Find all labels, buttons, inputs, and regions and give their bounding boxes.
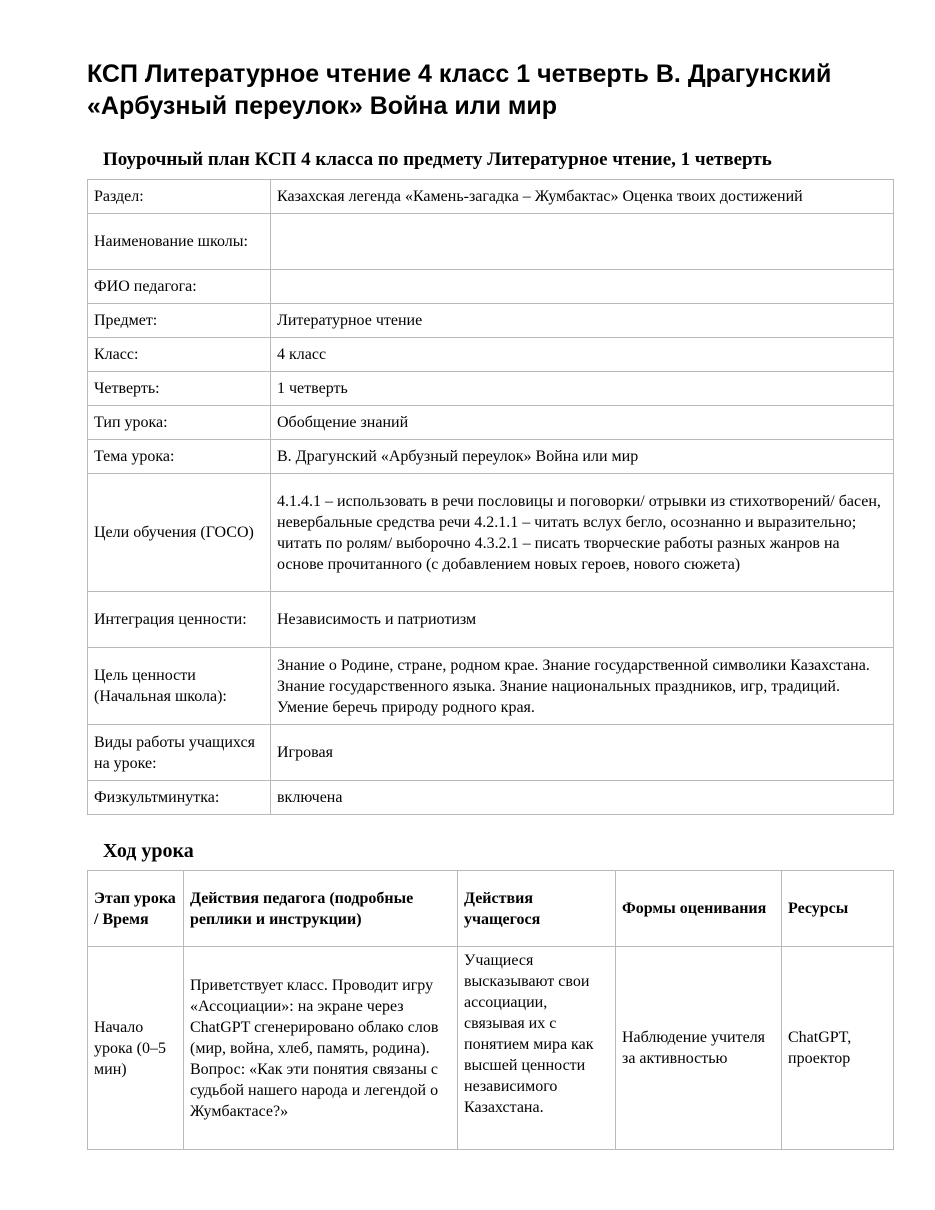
info-label: ФИО педагога: — [88, 270, 271, 304]
teacher-actions-cell: Приветствует класс. Проводит игру «Ассоциации»: на экране через ChatGPT сгенерировано облако слов (мир, война, хлеб, память, родина). Вопрос: «Как эти понятия связаны с судьбой нашего народа и легендой о Жумбактасе?» — [184, 947, 458, 1150]
info-label: Наименование школы: — [88, 214, 271, 270]
column-header-resources: Ресурсы — [782, 871, 894, 947]
column-header-stage: Этап урока / Время — [88, 871, 184, 947]
info-value: 4.1.4.1 – использовать в речи пословицы и поговорки/ отрывки из стихотворений/ басен, невербальные средства речи 4.2.1.1 – читать вслух бегло, осознанно и выразительно; читать по ролям/ выборочно 4.3.2.1 – писать творческие работы разных жанров на основе прочитанного (с добавлением новых героев, нового сюжета) — [271, 474, 894, 592]
info-row-teacher — [88, 270, 894, 304]
info-label: Предмет: — [88, 304, 271, 338]
lesson-flow-table — [87, 870, 894, 1150]
info-label: Раздел: — [88, 180, 271, 214]
info-value: Обобщение знаний — [271, 406, 894, 440]
info-value — [271, 214, 894, 270]
resources-cell: ChatGPT, проектор — [782, 947, 894, 1150]
info-row-quarter — [88, 372, 894, 406]
info-value: Игровая — [271, 725, 894, 781]
info-row-physical-break — [88, 781, 894, 815]
info-value: Литературное чтение — [271, 304, 894, 338]
column-header-assessment: Формы оценивания — [616, 871, 782, 947]
table-row — [88, 947, 894, 1150]
info-value: Казахская легенда «Камень-загадка – Жумбактас» Оценка твоих достижений — [271, 180, 894, 214]
student-actions-cell: Учащиеся высказывают свои ассоциации, связывая их с понятием мира как высшей ценности независимого Казахстана. — [458, 947, 616, 1150]
info-value: В. Драгунский «Арбузный переулок» Война или мир — [271, 440, 894, 474]
info-value: 1 четверть — [271, 372, 894, 406]
info-row-value-goal — [88, 648, 894, 725]
info-label: Тип урока: — [88, 406, 271, 440]
column-header-student-actions: Действия учащегося — [458, 871, 616, 947]
info-row-subject — [88, 304, 894, 338]
lesson-heading: Ход урока — [103, 840, 194, 862]
info-label: Физкультминутка: — [88, 781, 271, 815]
document-title: КСП Литературное чтение 4 класс 1 четверть В. Драгунский «Арбузный переулок» Война или мир — [87, 60, 832, 120]
info-value: Независимость и патриотизм — [271, 592, 894, 648]
info-value: Знание о Родине, стране, родном крае. Знание государственной символики Казахстана. Знание государственного языка. Знание национальных праздников, игр, традиций. Умение беречь природу родного края. — [271, 648, 894, 725]
info-label: Цели обучения (ГОСО) — [88, 474, 271, 592]
info-row-lesson-topic — [88, 440, 894, 474]
info-label: Класс: — [88, 338, 271, 372]
info-row-school — [88, 214, 894, 270]
assessment-cell: Наблюдение учителя за активностью — [616, 947, 782, 1150]
info-value: 4 класс — [271, 338, 894, 372]
info-label: Тема урока: — [88, 440, 271, 474]
info-row-work-types — [88, 725, 894, 781]
info-label: Интеграция ценности: — [88, 592, 271, 648]
info-label: Виды работы учащихся на уроке: — [88, 725, 271, 781]
info-row-values-integration — [88, 592, 894, 648]
plan-heading: Поурочный план КСП 4 класса по предмету Литературное чтение, 1 четверть — [103, 149, 772, 170]
stage-cell: Начало урока (0–5 мин) — [88, 947, 184, 1150]
info-label: Четверть: — [88, 372, 271, 406]
info-value: включена — [271, 781, 894, 815]
info-value — [271, 270, 894, 304]
info-row-learning-goals — [88, 474, 894, 592]
info-row-section — [88, 180, 894, 214]
info-label: Цель ценности (Начальная школа): — [88, 648, 271, 725]
lesson-table-header-row — [88, 871, 894, 947]
info-row-lesson-type — [88, 406, 894, 440]
column-header-teacher-actions: Действия педагога (подробные реплики и инструкции) — [184, 871, 458, 947]
info-row-class — [88, 338, 894, 372]
lesson-info-table — [87, 179, 894, 815]
